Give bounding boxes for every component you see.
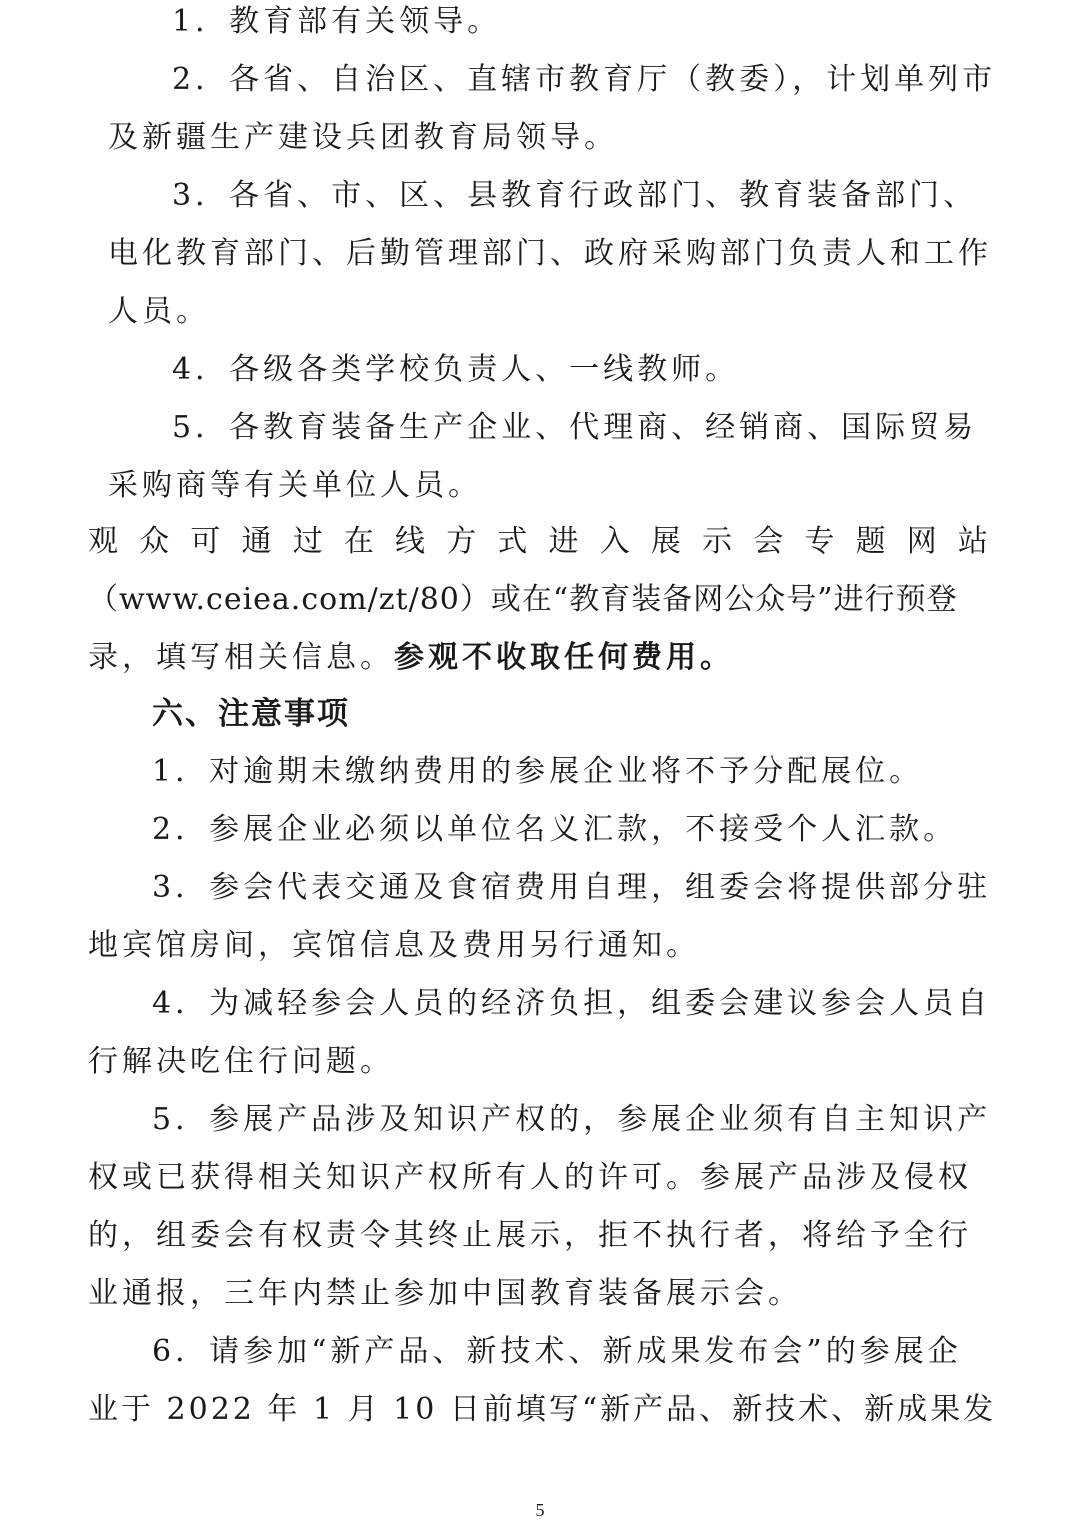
registration-char: 观 (88, 524, 118, 559)
registration-char: 示 (702, 524, 733, 559)
registration-char: 会 (753, 524, 784, 559)
attendee-item-4: 4．各级各类学校负责人、一线教师。 (172, 352, 740, 387)
notice-item-6-line-2: 业于 2022 年 1 月 10 日前填写“新产品、新技术、新成果发 (88, 1392, 997, 1427)
attendee-item-2-line-1: 2．各省、自治区、直辖市教育厅（教委），计划单列市 (172, 62, 997, 97)
registration-char: 通 (241, 524, 272, 559)
registration-line-3 (88, 638, 734, 678)
attendee-item-5-line-2: 采购商等有关单位人员。 (108, 468, 482, 503)
registration-char: 站 (957, 524, 988, 559)
page-number: 5 (535, 1500, 545, 1520)
registration-char: 入 (599, 524, 630, 559)
registration-char: 众 (139, 524, 170, 559)
notice-item-5-line-2: 权或已获得相关知识产权所有人的许可。参展产品涉及侵权 (88, 1160, 972, 1195)
attendee-item-1: 1．教育部有关领导。 (172, 4, 502, 39)
notice-item-1: 1．对逾期未缴纳费用的参展企业将不予分配展位。 (152, 754, 924, 789)
notice-item-5-line-3: 的，组委会有权责令其终止展示，拒不执行者，将给予全行 (88, 1218, 972, 1253)
notice-item-4-line-1: 4．为减轻参会人员的经济负担，组委会建议参会人员自 (152, 986, 992, 1021)
registration-char: 可 (190, 524, 221, 559)
registration-char: 网 (906, 524, 937, 559)
registration-char: 进 (548, 524, 579, 559)
registration-char: 过 (292, 524, 323, 559)
attendee-item-3-line-3: 人员。 (108, 294, 210, 329)
free-admission-notice: 参观不收取任何费用。 (394, 640, 734, 675)
notice-item-4-line-2: 行解决吃住行问题。 (88, 1044, 394, 1079)
section-heading: 六、注意事项 (152, 696, 350, 732)
registration-line-1 (88, 522, 988, 562)
attendee-item-2-line-2: 及新疆生产建设兵团教育局领导。 (108, 120, 618, 155)
notice-item-3-line-1: 3．参会代表交通及食宿费用自理，组委会将提供部分驻 (152, 870, 992, 905)
attendee-item-3-line-1: 3．各省、市、区、县教育行政部门、教育装备部门、 (172, 178, 978, 213)
registration-char: 式 (497, 524, 528, 559)
notice-item-5-line-1: 5．参展产品涉及知识产权的，参展企业须有自主知识产 (152, 1102, 992, 1137)
registration-text: 录，填写相关信息。 (88, 640, 394, 675)
registration-char: 在 (343, 524, 374, 559)
notice-item-3-line-2: 地宾馆房间，宾馆信息及费用另行通知。 (88, 928, 700, 963)
notice-item-2: 2．参展企业必须以单位名义汇款，不接受个人汇款。 (152, 812, 958, 847)
attendee-item-3-line-2: 电化教育部门、后勤管理部门、政府采购部门负责人和工作 (108, 236, 992, 271)
registration-char: 线 (395, 524, 426, 559)
registration-char: 题 (855, 524, 886, 559)
notice-item-5-line-4: 业通报，三年内禁止参加中国教育装备展示会。 (88, 1276, 802, 1311)
registration-line-2: （www.ceiea.com/zt/80）或在“教育装备网公众号”进行预登 (88, 582, 958, 617)
notice-item-6-line-1: 6．请参加“新产品、新技术、新成果发布会”的参展企 (152, 1334, 962, 1369)
registration-char: 专 (804, 524, 835, 559)
attendee-item-5-line-1: 5．各教育装备生产企业、代理商、经销商、国际贸易 (172, 410, 978, 445)
registration-char: 方 (446, 524, 477, 559)
registration-char: 展 (650, 524, 681, 559)
